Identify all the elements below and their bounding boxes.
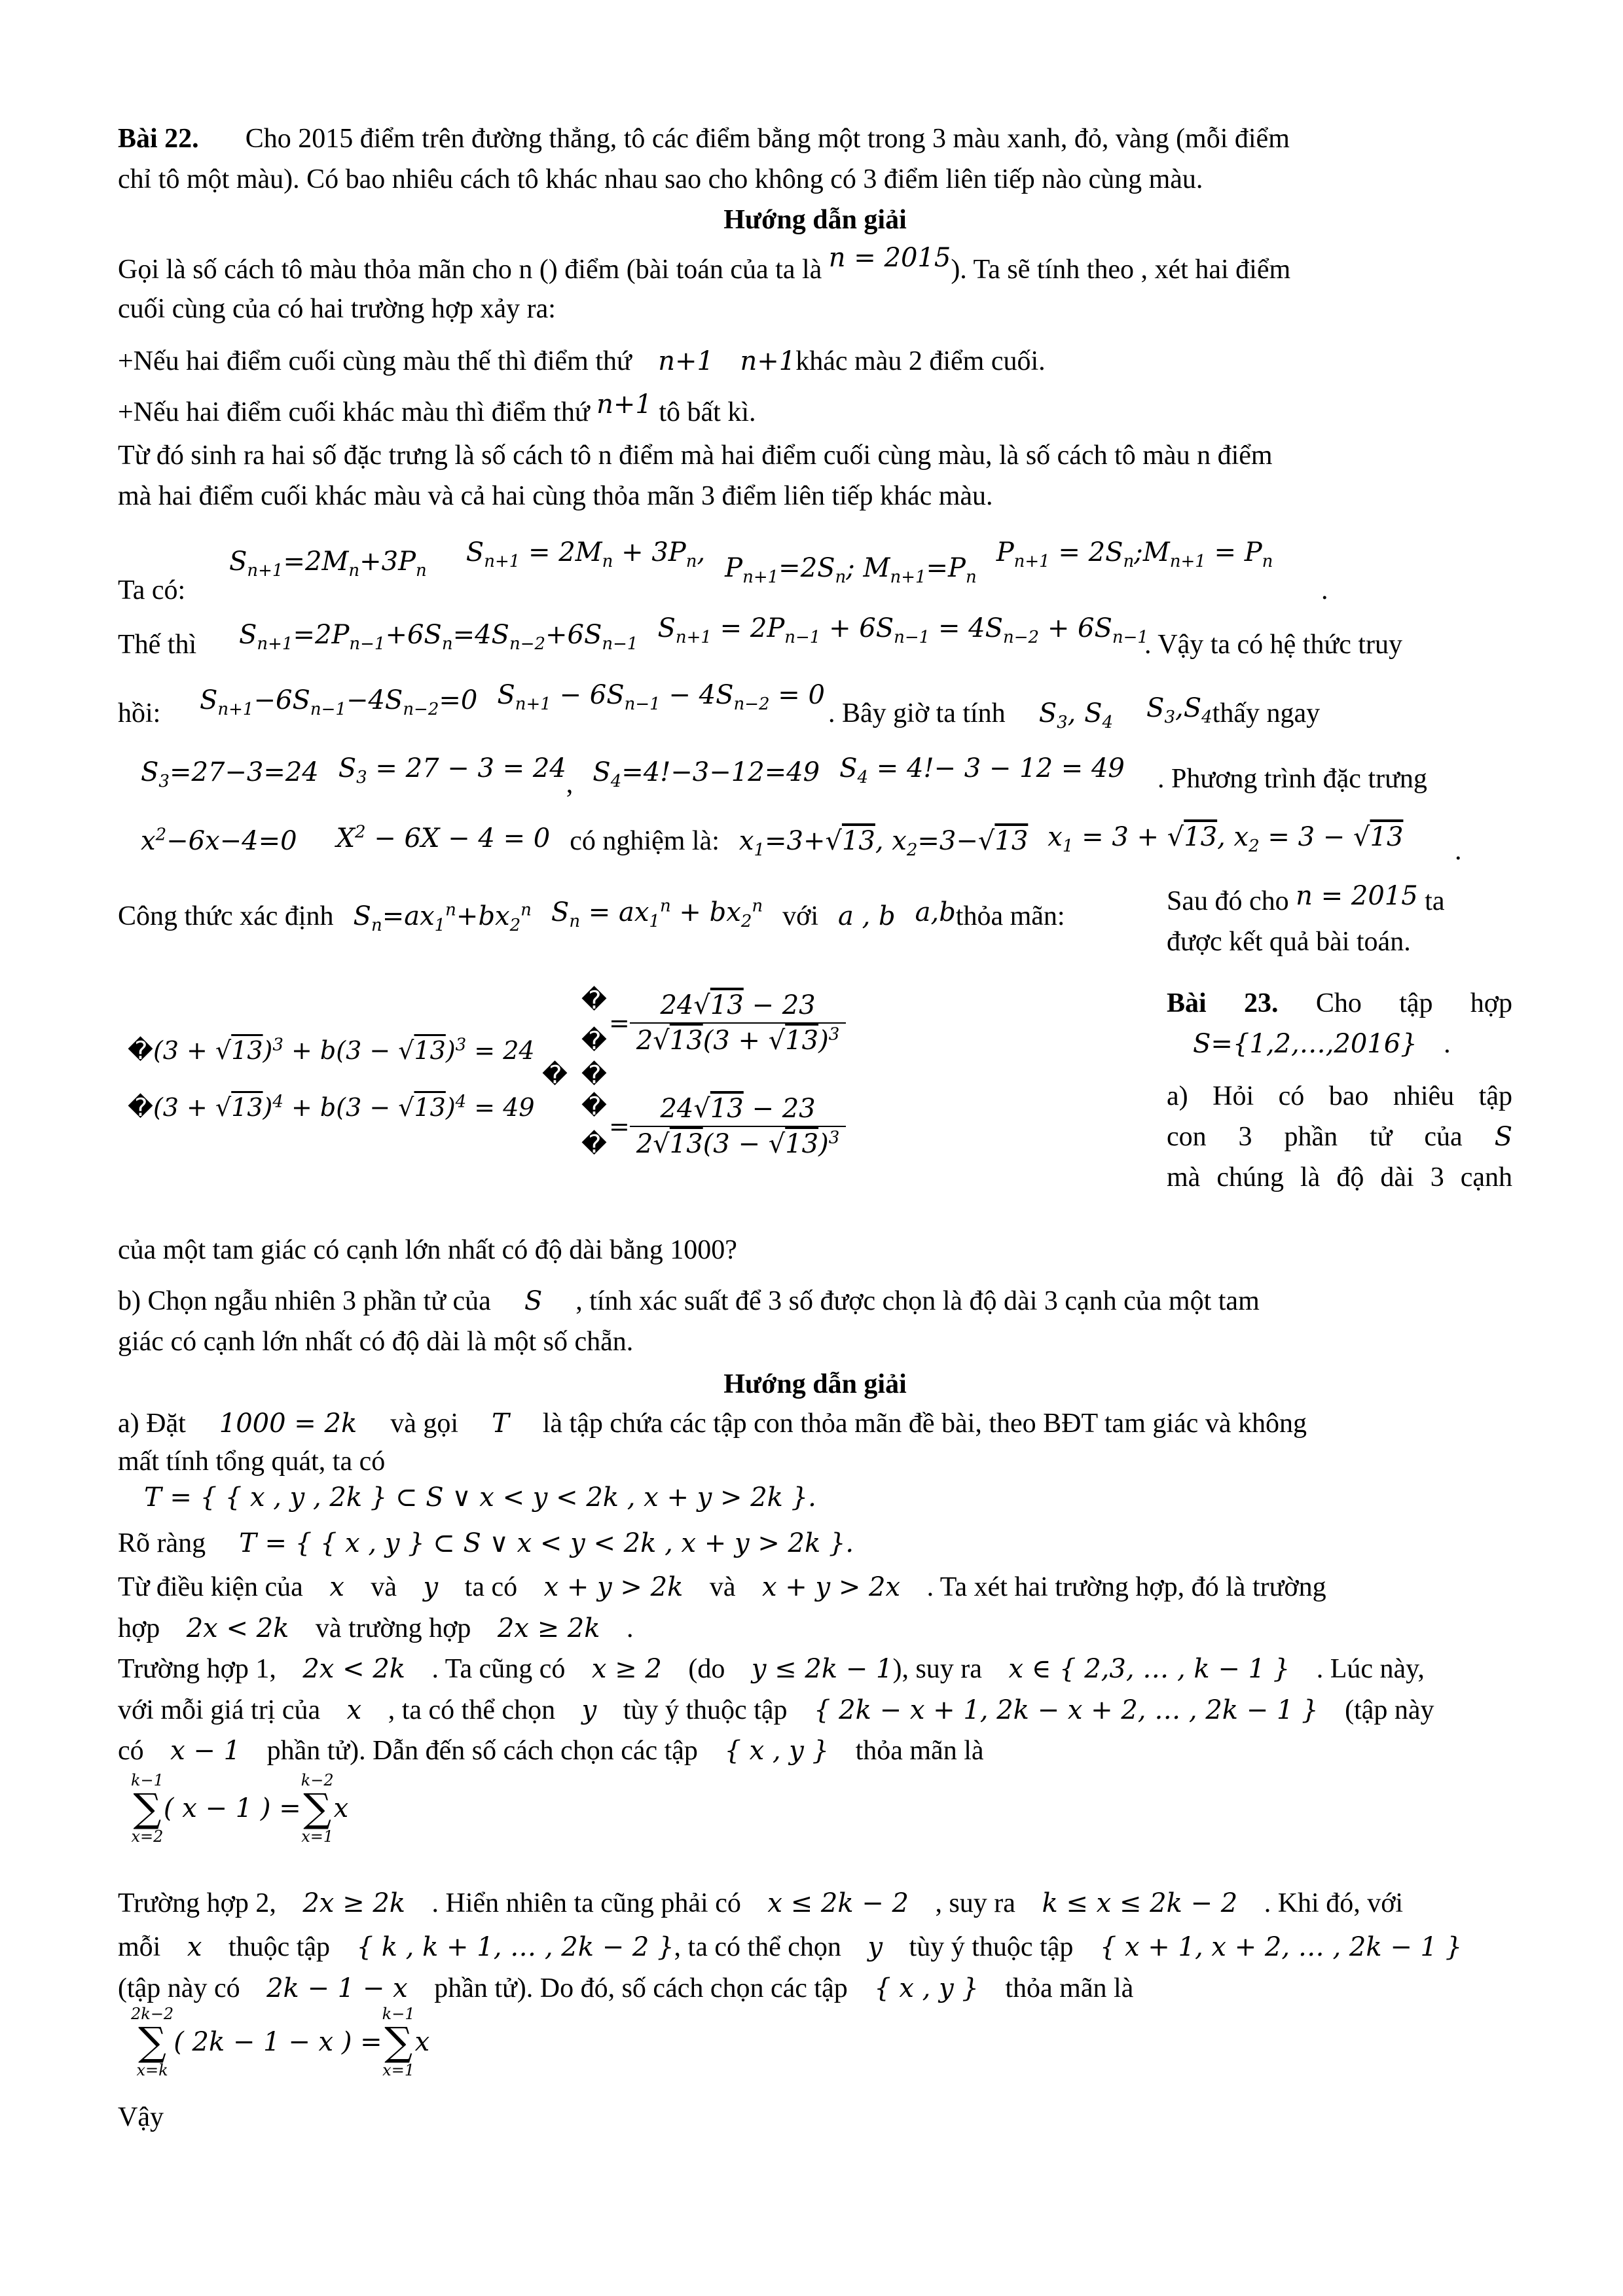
eq4-text: . Phương trình đặc trưng (1158, 764, 1427, 794)
eq3-a: $S_{n+1}-6S_{n-1}-4S_{n-2}=0$ (200, 685, 478, 719)
bai23-s9: có x − 1 phần tử). Dẫn đến số cách chọn các tập { x , y } thỏa mãn là (118, 1736, 984, 1766)
eq2-row (239, 615, 1148, 655)
bai23-a1: a) Hỏi có bao nhiêu tập (1167, 1081, 1512, 1111)
r1-text-a: Sau đó cho (1167, 886, 1289, 916)
eq3-d: $S_3$, $S_4$ (1038, 698, 1114, 732)
eq1-c: $P_{n+1}=2S_n$; $M_{n+1}=P_n$ (725, 553, 977, 587)
bai22-g3 (118, 342, 1046, 381)
eq4-c: $S_4=4!-3-12=49$ (593, 757, 820, 791)
fraction-b-num: 24√13 − 23 (630, 1092, 846, 1127)
eq1-dot: . (1321, 575, 1328, 605)
bai23-vay: Vậy (118, 2102, 164, 2132)
fraction-b-den: $2√13(3 - √13)^3$ (636, 1128, 840, 1159)
sys2-text: $(3 + √13)^4 + b(3 - √13)^4 = 49$ (153, 1092, 535, 1122)
eq3-text (828, 694, 1320, 733)
bai23-s3: T = { { x , y , 2k } ⊂ S ∨ x < y < 2k , x + y > 2k }. (144, 1482, 816, 1513)
bai22-g6: mà hai điểm cuối khác màu và cả hai cùng thỏa mãn 3 điểm liên tiếp khác màu. (118, 481, 993, 511)
bai22-title: Bài 22. (118, 124, 199, 154)
bai23-s1: a) Đặt 1000 = 2k và gọi T là tập chứa các tập con thỏa mãn đề bài, theo BĐT tam giác và không (118, 1408, 1307, 1439)
sys1-text: $(3 + √13)^3 + b(3 - √13)^3 = 24$ (153, 1035, 535, 1065)
bai22-line-1 (118, 119, 1290, 158)
g4-text-b: tô bất kì. (659, 397, 756, 427)
g1-text-a: Gọi là số cách tô màu thỏa mãn cho n () điểm (bài toán của ta là (118, 255, 822, 285)
sys-eq-1 (128, 1031, 535, 1070)
bai23-title: Bài 23. (1167, 988, 1279, 1018)
eq3-text-f: thấy ngay (1212, 698, 1321, 728)
bai23-a2: con 3 phần tử của S (1167, 1122, 1513, 1152)
eq1-b: $S_{n+1} = 2M_n + 3P_n$, (465, 537, 706, 571)
eq5-a: $x^2-6x-4=0$ (141, 825, 297, 856)
eq4-a: $S_3=27-3=24$ (141, 757, 319, 791)
bai23-s5: Từ điều kiện của x và y ta có x + y > 2k và x + y > 2x . Ta xét hai trường hợp, đó là trường (118, 1572, 1326, 1602)
eq1-row (229, 537, 1273, 587)
eq2-a: $S_{n+1}=2P_{n-1}+6S_n=4S_{n-2}+6S_{n-1}$ (239, 620, 638, 654)
brace-glyph: � (542, 1060, 568, 1089)
fraction-a-den: $2√13(3 + √13)^3$ (636, 1024, 840, 1056)
voi-label: với (782, 901, 819, 931)
g4-math: n+1 (596, 389, 652, 420)
sys-eq-2 (128, 1088, 535, 1127)
g3-math-2: n+1 (740, 346, 796, 376)
eq4-d: $S_4 = 4!- 3 - 12 = 49$ (839, 753, 1125, 787)
right-column (1167, 881, 1512, 1198)
taco-label: Ta có: (118, 575, 186, 605)
r2: được kết quả bài toán. (1167, 927, 1411, 957)
bai22-g2: cuối cùng của có hai trường hợp xảy ra: (118, 294, 556, 324)
eq3-e: $S_3,S_4$ (1146, 693, 1213, 727)
fraction-b: = $\frac{24√13 - 23}{2√13(3 - √13)^3}$ (609, 1092, 846, 1161)
eq6-a: $S_n=ax_1^n+bx_2^n$ (353, 900, 532, 935)
ab-math-1: a , b (838, 901, 896, 931)
bai23-b1: b) Chọn ngẫu nhiên 3 phần tử của S , tính xác suất để 3 số được chọn là độ dài 3 cạnh của một tam (118, 1286, 1260, 1316)
bai23-b2: giác có cạnh lớn nhất có độ dài là một số chẵn. (118, 1327, 634, 1357)
eq3-row (200, 681, 825, 720)
r1-text-b: ta (1425, 886, 1445, 916)
sum-2: k−2 ∑ x=1 (301, 1771, 334, 1846)
bai23-set-line: S={1,2,…,2016} . (1193, 1029, 1451, 1059)
brace-glyph-2: � (581, 1026, 607, 1055)
brace-glyph-1: � (581, 986, 607, 1014)
bai23-set: S={1,2,…,2016} (1193, 1029, 1417, 1059)
eq4-b: $S_3 = 27 - 3 = 24$ (338, 753, 566, 787)
r1 (1167, 881, 1512, 922)
bai22-line-2: chỉ tô một màu). Có bao nhiêu cách tô khác nhau sao cho không có 3 điểm liên tiếp nào cùng màu. (118, 164, 1203, 194)
eq2-b: $S_{n+1} = 2P_{n-1} + 6S_{n-1} = 4S_{n-2} + 6S_{n-1}$ (657, 613, 1148, 647)
bai23-s6: hợp 2x < 2k và trường hợp 2x ≥ 2k . (118, 1613, 634, 1643)
bai23-s4: Rõ ràng T = { { x , y } ⊂ S ∨ x < y < 2k , x + y > 2k }. (118, 1528, 854, 1558)
eq6-b: $S_n = ax_1^n + bx_2^n$ (551, 896, 763, 931)
thoaman-label: thỏa mãn: (955, 901, 1065, 931)
eq2-text: . Vậy ta có hệ thức truy (1144, 630, 1403, 660)
g3-math-1: n+1 (658, 346, 714, 376)
ab-math-2: a,b (915, 897, 956, 927)
eq4-row (141, 753, 1125, 799)
fraction-a-body (630, 988, 846, 1058)
bai22-g1 (118, 243, 1291, 289)
brace-glyph-5: � (581, 1130, 607, 1158)
bai23-a4: của một tam giác có cạnh lớn nhất có độ dài bằng 1000? (118, 1235, 737, 1265)
bai23-t4: (tập này có 2k − 1 − x phần tử). Do đó, số cách chọn các tập { x , y } thỏa mãn là (118, 1973, 1134, 2003)
thethi-label: Thế thì (118, 630, 197, 660)
bai23-s2: mất tính tổng quát, ta có (118, 1446, 386, 1477)
g3-text-b: khác màu 2 điểm cuối. (795, 346, 1046, 376)
eq6-row (118, 897, 1065, 936)
g1-math: n = 2015 (828, 243, 951, 273)
bai22-g5: Từ đó sinh ra hai số đặc trưng là số cách tô n điểm mà hai điểm cuối cùng màu, là số cách tô màu n điểm (118, 440, 1273, 471)
cong-label: Công thức xác định (118, 901, 334, 931)
raw-math-store: S n+1 = 2 M n + 3 P n S n+1 = 2M n + 3P n , P n+1 = 2 S n ; M n+1 = P n P n+1 = 2S n ;M n+1 = P n S n+1 = 2 P n−1 + 6 S n = 4 S n−2 + 6 S n−1 S n+1 = 2P n−1 + 6S n−1 = 4S n−2 + 6S n−1 S n+1 − 6 S n−1 − 4 S n−2 = 0 S n+1 − 6S n−1 − 4S n−2 = 0 S 3 , S 4 S 3 ,S 4 S 3 = 27 − 3 = 24 S 3 = 27 − 3 = 24 S 4 = 4! − 3 − 12 = 49 S 4 = 4!− 3 − 12 = 49 x² − 6 x − 4 = 0 X² − 6X − 4 = 0 x 1 = 3 + √13 , x 2 = 3 − √13 x 1 = 3 + √13 , x 2 = 3 − √13 S n = a x 1 n + b x 2 n S n = ax 1 n + bx 2 n (3 + √13)³ + b(3 − √13)³ = 24 (3 + √13)⁴ + b(3 − √13)⁴ = 49 24√13 − 23 2√13(3 + √13)³ 24√13 − 23 2√13(3 − √13)³ S = { 1,2, … , 2016 } (118, 2160, 283, 2161)
fraction-b-body (630, 1092, 846, 1161)
unknown-glyph: � (128, 1036, 153, 1065)
sum-3: 2k−2 ∑ x=k (131, 2005, 174, 2079)
bai23-guide-heading: Hướng dẫn giải (723, 1369, 907, 1399)
sum-formula-1: k−1 ∑ x=2 ( x − 1 ) = k−2 ∑ x=1 x (131, 1771, 349, 1846)
g4-text-a: +Nếu hai điểm cuối khác màu thì điểm thứ (118, 397, 590, 427)
bai22-g4 (118, 389, 756, 432)
eq4-comma: , (566, 769, 574, 799)
sum-formula-2: 2k−2 ∑ x=k ( 2k − 1 − x ) = k−1 ∑ x=1 x (131, 2005, 430, 2079)
bai22-guide-heading: Hướng dẫn giải (723, 205, 907, 235)
eq5-b: $X^2 - 6X - 4 = 0$ (336, 822, 551, 853)
bai23-a3: mà chúng là độ dài 3 cạnh (1167, 1162, 1512, 1193)
eq1-a: $S_{n+1}=2M_n+3P_n$ (229, 547, 427, 581)
bai23-line-1 (1167, 983, 1512, 1024)
bai23-t2: Trường hợp 2, 2x ≥ 2k . Hiển nhiên ta cũng phải có x ≤ 2k − 2 , suy ra k ≤ x ≤ 2k − 2 . Khi đó, với (118, 1888, 1404, 1918)
eq5-e: $x_1 = 3 + √13$, $x_2 = 3 - √13$ (1048, 822, 1404, 856)
eq1-d: $P_{n+1}$ = $2S_n;M_{n+1} = P_n$ (996, 537, 1273, 571)
bai23-s7: Trường hợp 1, 2x < 2k . Ta cũng có x ≥ 2 (do y ≤ 2k − 1), suy ra x ∈ { 2,3, … , k − 1 } . Lúc này, (118, 1654, 1425, 1684)
bai22-text: Cho 2015 điểm trên đường thẳng, tô các điểm bằng một trong 3 màu xanh, đỏ, vàng (mỗi điểm (245, 124, 1290, 154)
eq3-b: $S_{n+1} - 6S_{n-1} - 4S_{n-2} = 0$ (497, 680, 825, 714)
r1-math: n = 2015 (1296, 881, 1418, 911)
hoi-label: hồi: (118, 698, 161, 728)
eq5-row (141, 821, 1403, 861)
g1-text-b: ). Ta sẽ tính theo , xét hai điểm (951, 255, 1291, 285)
unknown-glyph: � (128, 1093, 153, 1122)
fraction-a-num: 24√13 − 23 (630, 988, 846, 1024)
sum-4: k−1 ∑ x=1 (382, 2005, 415, 2079)
eq5-dot: . (1455, 836, 1462, 866)
eq3-text-c: . Bây giờ ta tính (828, 698, 1006, 728)
brace-glyph-4: � (581, 1092, 607, 1121)
bai23-s8: với mỗi giá trị của x , ta có thể chọn y tùy ý thuộc tập { 2k − x + 1, 2k − x + 2, … , 2k − 1 } (tập này (118, 1695, 1434, 1725)
brace-glyph-3: � (581, 1060, 607, 1089)
bai23-t3: mỗi x thuộc tập { k , k + 1, … , 2k − 2 }, ta có thể chọn y tùy ý thuộc tập { x + 1, x + 2, … , 2k − 1 } (118, 1932, 1463, 1962)
eq5-d: $x_1=3+√13$, $x_2=3-√13$ (739, 826, 1029, 860)
fraction-a: = $\frac{24√13 - 23}{2√13(3 + √13)^3}$ (609, 988, 846, 1058)
sum-1: k−1 ∑ x=2 (131, 1771, 164, 1846)
g3-text-a: +Nếu hai điểm cuối cùng màu thế thì điểm thứ (118, 346, 632, 376)
eq5-text: có nghiệm là: (570, 826, 720, 856)
bai23-text-1: Cho tập hợp (1315, 988, 1512, 1018)
